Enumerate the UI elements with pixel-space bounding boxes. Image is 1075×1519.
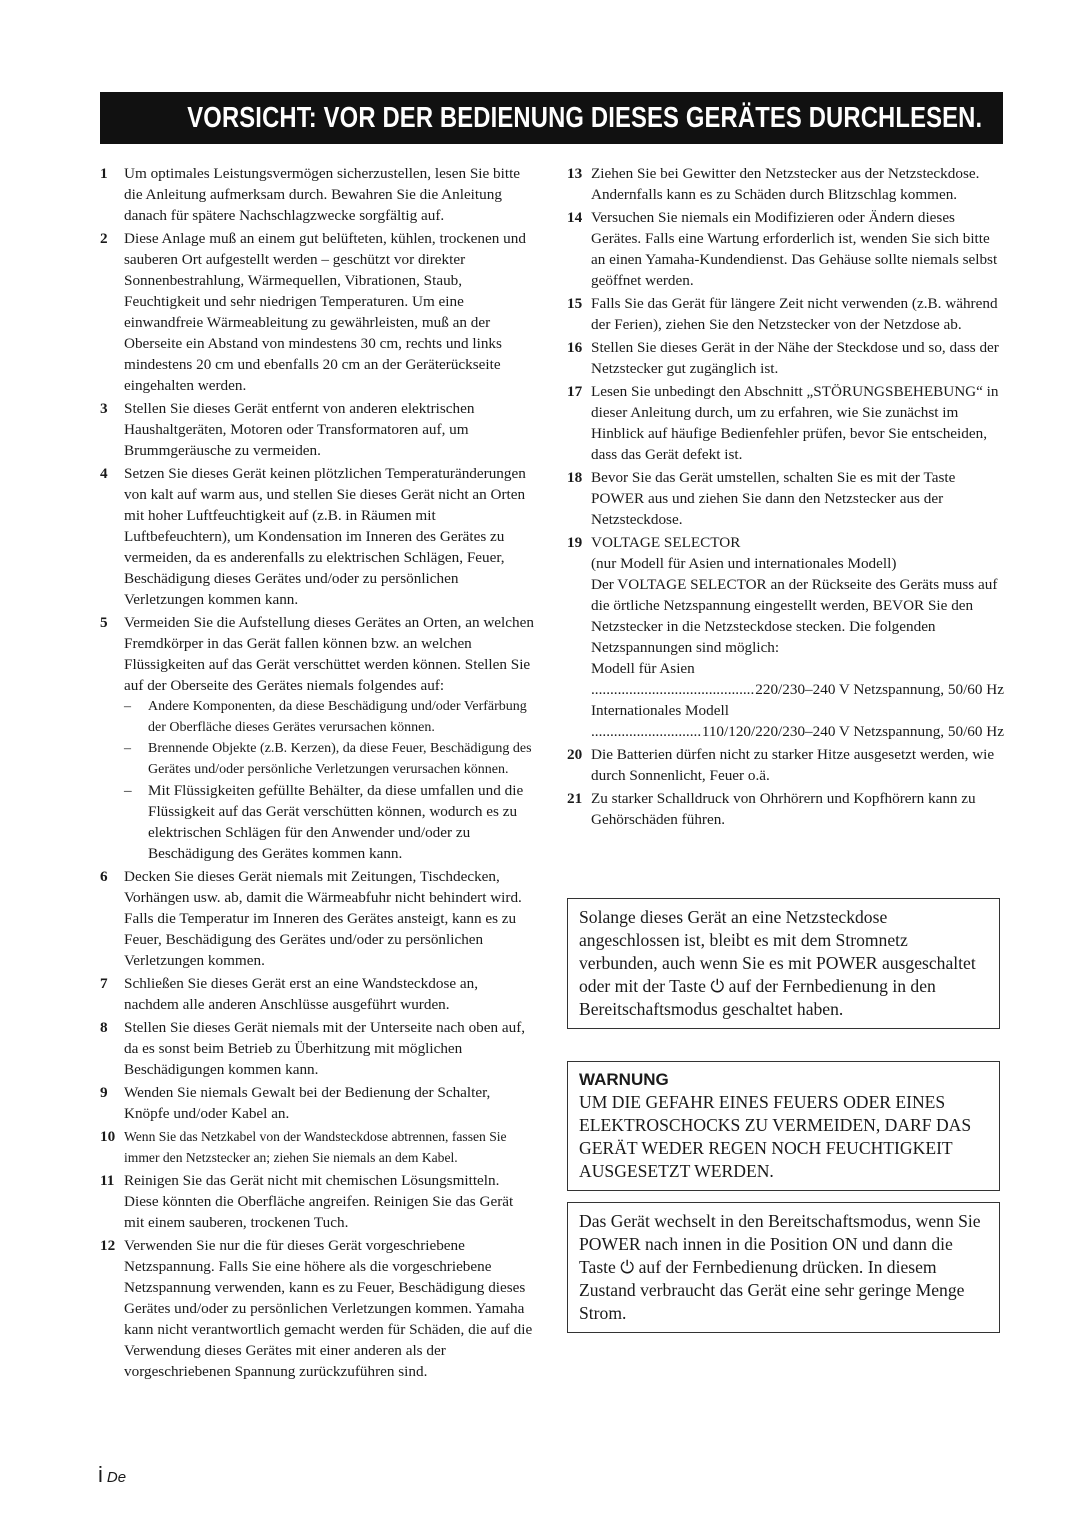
standby-power-icon: ⏻	[620, 1257, 635, 1277]
item-text: Um optimales Leistungsvermögen sicherzustellen, lesen Sie bitte die Anleitung aufmerksam durch. Bewahren Sie die Anleitung danach für spätere Nachschlagzwecke sorgfältig auf.	[124, 165, 521, 224]
list-item	[567, 163, 1004, 205]
item-text: Falls Sie das Gerät für längere Zeit nicht verwenden (z.B. während der Ferien), ziehen Sie den Netzstecker von der Netzdose ab.	[591, 295, 998, 333]
notice-text: Solange dieses Gerät an eine Netzsteckdose angeschlossen ist, bleibt es mit dem Stromnetz verbunden, auch wenn Sie es mit POWER ausgeschaltet oder mit der Taste	[579, 907, 976, 996]
item-text: Verwenden Sie nur die für dieses Gerät vorgeschriebene Netzspannung. Falls Sie eine höhere als die vorgeschriebene Netzspannung verwenden, kann es zu Feuer, Beschädigung dieses Gerätes und/oder zu persönlichen Verletzungen kommen. Yamaha kann nicht verantwortlich gemacht werden für Schäden, die auf die Verwendung dieses Gerätes mit einer anderen als der vorgeschriebenen Spannung zurückzuführen sind.	[124, 1237, 533, 1380]
sub-list-item: – Andere Komponenten, da diese Beschädigung und/oder Verfärbung der Oberfläche dieses Gerätes verursachen können.	[124, 699, 527, 735]
asia-model-label: Modell für Asien	[591, 660, 695, 677]
item-number: 17	[567, 383, 583, 400]
page-title-banner	[100, 92, 1003, 144]
info-text: Das Gerät wechselt in den Bereitschaftsmodus, wenn Sie POWER nach innen in die Position ON und dann die Taste	[579, 1211, 981, 1277]
list-item	[567, 337, 1004, 379]
notice-text: auf der Fernbedienung in den Bereitschaftsmodus geschaltet haben.	[579, 976, 936, 1019]
list-item	[100, 866, 536, 971]
list-item	[567, 207, 1004, 291]
list-item	[567, 744, 1004, 786]
item-number: 11	[100, 1172, 115, 1189]
list-item	[100, 1170, 536, 1233]
item-text: Stellen Sie dieses Gerät in der Nähe der Steckdose und so, dass der Netzstecker gut zugänglich ist.	[591, 339, 999, 377]
list-item	[567, 788, 1004, 830]
item-number: 20	[567, 746, 583, 763]
intl-voltage-value: 110/120/220/230–240 V Netzspannung, 50/60 Hz	[701, 723, 1004, 740]
item-number: 16	[567, 339, 583, 356]
item-text: Reinigen Sie das Gerät nicht mit chemischen Lösungsmitteln. Diese könnten die Oberfläche angreifen. Reinigen Sie das Gerät mit einem sauberen, trockenen Tuch.	[124, 1172, 514, 1231]
page-title: VORSICHT: VOR DER BEDIENUNG DIESES GERÄTES DURCHLESEN.	[187, 102, 983, 134]
asia-voltage-row	[591, 679, 1004, 700]
list-item	[100, 973, 536, 1015]
item-number: 13	[567, 165, 583, 182]
list-item	[100, 1235, 536, 1382]
list-item	[100, 163, 536, 226]
item-number: 7	[100, 975, 108, 992]
language-label: De	[106, 1469, 127, 1486]
voltage-selector-text: Der VOLTAGE SELECTOR an der Rückseite des Geräts muss auf die örtliche Netzspannung eingestellt werden, BEVOR Sie den Netzstecker in die Netzsteckdose stecken. Die folgenden Netzspannungen sind möglich:	[591, 576, 998, 656]
item-text: Zu starker Schalldruck von Ohrhörern und Kopfhörern kann zu Gehörschäden führen.	[591, 790, 976, 828]
sub-item-text: Andere Komponenten, da diese Beschädigung und/oder Verfärbung der Oberfläche dieses Gerätes verursachen können.	[148, 699, 527, 735]
item-number: 9	[100, 1084, 108, 1101]
item-text: Wenn Sie das Netzkabel von der Wandsteckdose abtrennen, fassen Sie immer den Netzstecker an; ziehen Sie niemals an dem Kabel.	[124, 1129, 507, 1165]
list-item	[100, 1126, 536, 1168]
item-number: 2	[100, 230, 108, 247]
sub-item-text: Brennende Objekte (z.B. Kerzen), da diese Feuer, Beschädigung des Gerätes und/oder persönliche Verletzungen verursachen können.	[148, 741, 532, 777]
voltage-selector-item	[567, 532, 1004, 742]
item-number: 19	[567, 534, 583, 551]
list-item	[100, 1017, 536, 1080]
list-item	[100, 228, 536, 396]
warning-heading: WARNUNG	[579, 1070, 669, 1089]
voltage-selector-models: (nur Modell für Asien und internationales Modell)	[591, 555, 897, 572]
item-number: 14	[567, 209, 583, 226]
item-text: Lesen Sie unbedingt den Abschnitt „STÖRUNGSBEHEBUNG“ in dieser Anleitung durch, um zu erfahren, wie Sie zunächst im Hinblick auf häufige Bedienfehler prüfen, bevor Sie entscheiden, dass das Gerät defekt ist.	[591, 383, 999, 463]
item-number: 8	[100, 1019, 108, 1036]
list-item	[100, 1082, 536, 1124]
item-number: 10	[100, 1128, 116, 1145]
item-number: 12	[100, 1237, 116, 1254]
item-text: Diese Anlage muß an einem gut belüfteten, kühlen, trockenen und sauberen Ort aufgestellt werden – geschützt vor direkter Sonnenbestrahlung, Wärmequellen, Vibrationen, Staub, Feuchtigkeit und sehr niedrigen Temperaturen. Um eine einwandfreie Wärmeableitung zu gewährleisten, muß an der Oberseite ein Abstand von mindestens 30 cm, rechts und links mindestens 20 cm und ebenfalls 20 cm an der Geräterückseite eingehalten werden.	[124, 230, 526, 394]
item-text: Decken Sie dieses Gerät niemals mit Zeitungen, Tischdecken, Vorhängen usw. ab, damit die Wärmeabfuhr nicht behindert wird. Falls die Temperatur im Inneren des Gerätes ansteigt, kann es zu Feuer, Beschädigung des Gerätes und/oder zu persönlichen Verletzungen kommen.	[124, 868, 522, 969]
standby-info-box	[567, 1202, 1000, 1333]
standby-notice-box	[567, 898, 1000, 1029]
item-text: Stellen Sie dieses Gerät entfernt von anderen elektrischen Haushaltgeräten, Motoren oder Transformatoren auf, um Brummgeräusche zu vermeiden.	[124, 400, 475, 459]
item-text: Vermeiden Sie die Aufstellung dieses Gerätes an Orten, an welchen Fremdkörper in das Gerät fallen können bzw. an welchen Flüssigkeiten auf das Gerät verschüttet werden können. Stellen Sie auf der Oberseite des Gerätes niemals folgendes auf:	[124, 614, 534, 694]
warning-box	[567, 1061, 1000, 1191]
sub-list-item: – Mit Flüssigkeiten gefüllte Behälter, da diese umfallen und die Flüssigkeit auf das Gerät verschütten können, wodurch es zu elektrischen Schlägen für den Anwender und/oder zu Beschädigung des Gerätes kommen kann.	[124, 782, 524, 862]
item-number: 4	[100, 465, 108, 482]
sub-list-item: – Brennende Objekte (z.B. Kerzen), da diese Feuer, Beschädigung des Gerätes und/oder persönliche Verletzungen verursachen können.	[124, 741, 532, 777]
item-number: 1	[100, 165, 108, 182]
info-text: auf der Fernbedienung drücken. In diesem Zustand verbraucht das Gerät eine sehr geringe Menge Strom.	[579, 1257, 965, 1323]
page-footer	[98, 1462, 126, 1488]
list-item	[100, 612, 536, 864]
right-column	[567, 163, 1004, 832]
item-number: 6	[100, 868, 108, 885]
intl-voltage-row	[591, 721, 1004, 742]
item-text: Bevor Sie das Gerät umstellen, schalten Sie es mit der Taste POWER aus und ziehen Sie dann den Netzstecker aus der Netzsteckdose.	[591, 469, 956, 528]
item-number: 18	[567, 469, 583, 486]
item-text: Die Batterien dürfen nicht zu starker Hitze ausgesetzt werden, wie durch Sonnenlicht, Feuer o.ä.	[591, 746, 995, 784]
standby-power-icon: ⏻	[710, 976, 725, 996]
intl-model-label: Internationales Modell	[591, 702, 729, 719]
item-text: Versuchen Sie niemals ein Modifizieren oder Ändern dieses Gerätes. Falls eine Wartung erforderlich ist, wenden Sie sich bitte an einen Yamaha-Kundendienst. Das Gehäuse sollte niemals selbst geöffnet werden.	[591, 209, 998, 289]
list-item	[567, 381, 1004, 465]
list-item	[567, 293, 1004, 335]
item-number: 3	[100, 400, 108, 417]
page-number: i	[98, 1462, 103, 1487]
sub-item-text: Mit Flüssigkeiten gefüllte Behälter, da diese umfallen und die Flüssigkeit auf das Gerät verschütten können, wodurch es zu elektrischen Schlägen für den Anwender und/oder zu Beschädigung des Gerätes kommen kann.	[148, 782, 524, 862]
item-text: Stellen Sie dieses Gerät niemals mit der Unterseite nach oben auf, da es sonst beim Betrieb zu Überhitzung mit möglichen Beschädigungen kommen kann.	[124, 1019, 526, 1078]
left-column	[100, 163, 536, 1384]
item-number: 15	[567, 295, 583, 312]
list-item	[567, 467, 1004, 530]
item-number: 5	[100, 614, 108, 631]
asia-voltage-value: 220/230–240 V Netzspannung, 50/60 Hz	[755, 681, 1004, 698]
list-item	[100, 463, 536, 610]
item-text: Schließen Sie dieses Gerät erst an eine Wandsteckdose an, nachdem alle anderen Anschlüsse ausgeführt wurden.	[124, 975, 479, 1013]
list-item	[100, 398, 536, 461]
item-text: Setzen Sie dieses Gerät keinen plötzlichen Temperaturänderungen von kalt auf warm aus, und stellen Sie dieses Gerät nicht an Orten mit hoher Luftfeuchtigkeit auf (z.B. in Räumen mit Luftbefeuchtern), um Kondensation im Inneren des Gerätes zu vermeiden, da es anderenfalls zu elektrischen Schlägen, Feuer, Beschädigung dieses Gerätes und/oder zu persönlichen Verletzungen kommen kann.	[124, 465, 526, 608]
item-text: Ziehen Sie bei Gewitter den Netzstecker aus der Netzsteckdose. Andernfalls kann es zu Schäden durch Blitzschlag kommen.	[591, 165, 980, 203]
voltage-selector-heading: VOLTAGE SELECTOR	[591, 534, 741, 551]
warning-text: UM DIE GEFAHR EINES FEUERS ODER EINES ELEKTROSCHOCKS ZU VERMEIDEN, DARF DAS GERÄT WEDER REGEN NOCH FEUCHTIGKEIT AUSGESETZT WERDEN.	[579, 1092, 972, 1181]
item-number: 21	[567, 790, 583, 807]
item-text: Wenden Sie niemals Gewalt bei der Bedienung der Schalter, Knöpfe und/oder Kabel an.	[124, 1084, 491, 1122]
